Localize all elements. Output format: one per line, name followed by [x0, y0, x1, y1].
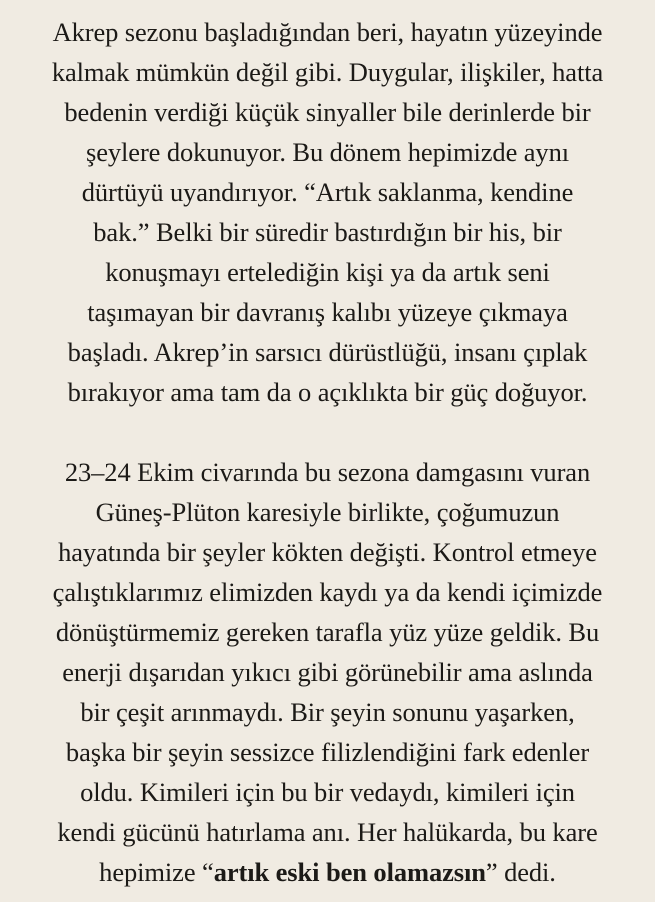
text-line: bak.” Belki bir süredir bastırdığın bir his, bir [93, 217, 562, 247]
paragraph-spacer [8, 412, 647, 452]
text-line: taşımayan bir davranış kalıbı yüzeye çıkmaya [87, 297, 568, 327]
text-line: dönüştürmemiz gereken tarafla yüz yüze geldik. Bu [55, 617, 600, 647]
text-line: Güneş-Plüton karesiyle birlikte, çoğumuzun [95, 497, 560, 527]
text-line: bir çeşit arınmaydı. Bir şeyin sonunu yaşarken, [80, 697, 575, 727]
text-line: 23–24 Ekim civarında bu sezona damgasını vuran [64, 457, 591, 487]
text-segment: ” dedi. [485, 857, 556, 887]
text-line: oldu. Kimileri için bu bir vedaydı, kimileri için [80, 777, 575, 807]
text-line: başka bir şeyin sessizce filizlendiğini fark edenler [65, 737, 590, 767]
text-line: Akrep sezonu başladığından beri, hayatın yüzeyinde [52, 17, 603, 47]
text-line: dürtüyü uyandırıyor. “Artık saklanma, kendine [81, 177, 574, 207]
text-line: hayatında bir şeyler kökten değişti. Kontrol etmeye [58, 537, 597, 567]
bold-quote: artık eski ben olamazsın [213, 857, 486, 887]
text-line: bırakıyor ama tam da o açıklıkta bir güç doğuyor. [67, 377, 588, 407]
paragraph-1 [8, 12, 647, 412]
text-line-final [8, 852, 647, 892]
text-line: çalıştıklarımız elimizden kaydı ya da kendi içimizde [52, 577, 603, 607]
text-line: konuşmayı ertelediğin kişi ya da artık seni [105, 257, 550, 287]
text-line: kalmak mümkün değil gibi. Duygular, ilişkiler, hatta [51, 57, 604, 87]
text-line: enerji dışarıdan yıkıcı gibi görünebilir ama aslında [62, 657, 593, 687]
paragraph-2 [8, 452, 647, 892]
text-line: kendi gücünü hatırlama anı. Her halükarda, bu kare [57, 817, 598, 847]
text-line: bedenin verdiği küçük sinyaller bile derinlerde bir [64, 97, 591, 127]
text-line: şeylere dokunuyor. Bu dönem hepimizde aynı [86, 137, 569, 167]
text-segment: hepimize “ [99, 857, 214, 887]
text-line: başladı. Akrep’in sarsıcı dürüstlüğü, insanı çıplak [67, 337, 588, 367]
